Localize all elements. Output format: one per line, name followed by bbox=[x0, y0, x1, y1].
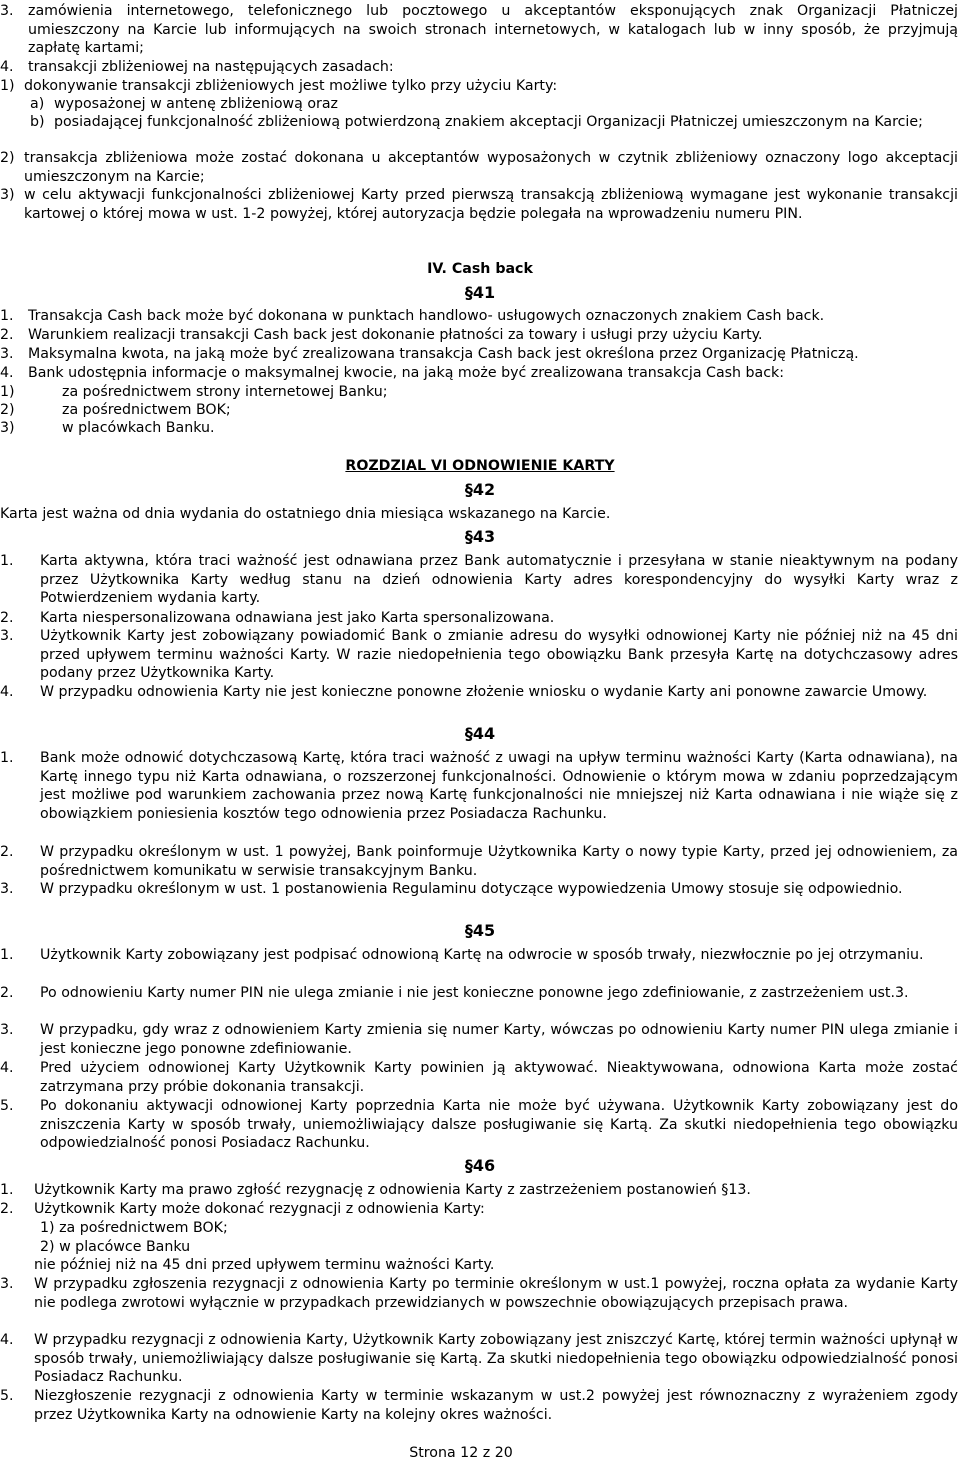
item-number: 3. bbox=[0, 346, 14, 362]
item-number: 3. bbox=[0, 881, 14, 897]
item-number: 3. bbox=[0, 1276, 14, 1292]
list-item bbox=[0, 1059, 958, 1096]
list-item bbox=[0, 1181, 958, 1200]
item-text: W przypadku, gdy wraz z odnowieniem Karty zmienia się numer Karty, wówczas po odnowieniu Karty numer PIN ulega zmianie i jest konieczne jego ponowne zdefiniowanie. bbox=[40, 1022, 958, 1057]
item-number: 1. bbox=[0, 308, 14, 324]
item-text: wyposażonej w antenę zbliżeniową oraz bbox=[54, 96, 338, 112]
list-item bbox=[0, 609, 958, 628]
list-item bbox=[0, 1097, 958, 1153]
item-number: b) bbox=[30, 114, 45, 130]
item-text: za pośrednictwem BOK; bbox=[62, 402, 231, 418]
paragraph-text: Karta jest ważna od dnia wydania do ostatniego dnia miesiąca wskazanego na Karcie. bbox=[0, 506, 611, 522]
item-text: Użytkownik Karty może dokonać rezygnacji z odnowienia Karty: bbox=[34, 1201, 485, 1217]
sub-item bbox=[0, 149, 958, 186]
item-text: Warunkiem realizacji transakcji Cash back jest dokonanie płatności za towary i usługi przy użyciu Karty. bbox=[28, 327, 763, 343]
item-number: 4. bbox=[0, 365, 14, 381]
item-number: 4. bbox=[0, 59, 14, 75]
item-number: 2. bbox=[0, 985, 14, 1001]
item-text: Bank udostępnia informacje o maksymalnej kwocie, na jaką może być zrealizowana transakcja Cash back: bbox=[28, 365, 785, 381]
item-text: transakcja zbliżeniowa może zostać dokonana u akceptantów wyposażonych w czytnik zbliżeniowy oznaczony logo akceptacji umieszczonym na Karcie; bbox=[24, 150, 958, 185]
item-text: w placówkach Banku. bbox=[62, 420, 215, 436]
item-number: 1. bbox=[0, 947, 14, 963]
item-number: 3) bbox=[0, 420, 15, 436]
item-number: 5. bbox=[0, 1098, 14, 1114]
list-item bbox=[0, 345, 958, 364]
list-item bbox=[0, 880, 958, 899]
item-text: Pred użyciem odnowionej Karty Użytkownik Karty powinien ją aktywować. Nieaktywowana, odnowiona Karta może zostać zatrzymana przy próbie dokonania transakcji. bbox=[40, 1060, 958, 1095]
item-number: 1. bbox=[0, 750, 14, 766]
item-text: Karta aktywna, która traci ważność jest odnawiana przez Bank automatycznie i przesyłana w stanie nieaktywnym na podany przez Użytkownika Karty według stanu na dzień odnowienia Karty adres korespondencyjny do wysyłki Karty wraz z Potwierdzeniem wydania karty. bbox=[40, 553, 958, 607]
paragraph-sign: §43 bbox=[464, 527, 496, 546]
item-text: nie później niż na 45 dni przed upływem terminu ważności Karty. bbox=[34, 1257, 495, 1273]
item-text: Niezgłoszenie rezygnacji z odnowienia Karty w terminie wskazanym w ust.2 powyżej jest równoznaczny z wyrażeniem zgody przez Użytkownika Karty na odnowienie Karty na kolejny okres ważności. bbox=[34, 1388, 958, 1423]
page-number: Strona 12 z 20 bbox=[409, 1445, 513, 1461]
item-text: Po odnowieniu Karty numer PIN nie ulega zmianie i nie jest konieczne ponowne jego zdefiniowanie, z zastrzeżeniem ust.3. bbox=[40, 985, 909, 1001]
item-number: 3. bbox=[0, 628, 14, 644]
item-text: Użytkownik Karty jest zobowiązany powiadomić Bank o zmianie adresu do wysyłki odnowionej Karty nie później niż na 45 dni przed upływem terminu ważności Karty. W razie niedopełnienia tego obowiązku Bank przesyła Kartę na dotychczasowy adres podany przez Użytkownika Karty. bbox=[40, 628, 958, 682]
list-item bbox=[0, 1331, 958, 1387]
sub-item bbox=[0, 401, 958, 420]
sub-item bbox=[0, 77, 958, 96]
item-number: 4. bbox=[0, 1060, 14, 1076]
item-text: za pośrednictwem strony internetowej Banku; bbox=[62, 384, 388, 400]
item-number: 1. bbox=[0, 553, 14, 569]
sub-item bbox=[0, 186, 958, 223]
list-item bbox=[0, 1200, 958, 1219]
list-item bbox=[0, 984, 958, 1003]
item-number: a) bbox=[30, 96, 45, 112]
sub-item bbox=[0, 419, 958, 438]
item-number: 1) bbox=[0, 384, 15, 400]
list-item bbox=[0, 683, 958, 702]
sub-item bbox=[30, 113, 958, 132]
list-item bbox=[0, 843, 958, 880]
item-text: W przypadku zgłoszenia rezygnacji z odnowienia Karty po terminie określonym w ust.1 powyżej, roczna opłata za wydanie Karty nie podlega zwrotowi wyłącznie w przypadkach przewidzianych w powszechnie obowiązujących przepisach prawa. bbox=[34, 1276, 958, 1311]
item-number: 3. bbox=[0, 1022, 14, 1038]
paragraph-sign: §41 bbox=[464, 283, 496, 302]
item-text: Transakcja Cash back może być dokonana w punktach handlowo- usługowych oznaczonych znakiem Cash back. bbox=[28, 308, 825, 324]
paragraph-sign: §46 bbox=[464, 1156, 496, 1175]
list-item bbox=[0, 364, 958, 383]
item-number: 2. bbox=[0, 844, 14, 860]
section-title: IV. Cash back bbox=[427, 261, 533, 277]
list-item bbox=[0, 326, 958, 345]
item-number: 2) bbox=[0, 402, 15, 418]
item-text: W przypadku określonym w ust. 1 postanowienia Regulaminu dotyczące wypowiedzenia Umowy stosuje się odpowiednio. bbox=[40, 881, 903, 897]
item-text: Maksymalna kwota, na jaką może być zrealizowana transakcja Cash back jest określona przez Organizację Płatniczą. bbox=[28, 346, 859, 362]
list-item bbox=[0, 1021, 958, 1058]
item-number: 4. bbox=[0, 1332, 14, 1348]
item-text: zamówienia internetowego, telefonicznego lub pocztowego u akceptantów eksponujących znak Organizacji Płatniczej umieszczony na Karcie lub informujących na swoich stronach internetowych, w katalogach lub w inny sposób, że przyjmują zapłatę kartami; bbox=[28, 3, 958, 57]
item-number: 2. bbox=[0, 327, 14, 343]
item-number: 5. bbox=[0, 1388, 14, 1404]
item-number: 4. bbox=[0, 684, 14, 700]
chapter-title: ROZDZIAL VI ODNOWIENIE KARTY bbox=[345, 458, 615, 474]
item-text: W przypadku odnowienia Karty nie jest konieczne ponowne złożenie wniosku o wydanie Karty ani ponowne zawarcie Umowy. bbox=[40, 684, 928, 700]
item-number: 2. bbox=[0, 610, 14, 626]
sub-item bbox=[30, 95, 958, 114]
item-text: Po dokonaniu aktywacji odnowionej Karty poprzednia Karta nie może być używana. Użytkownik Karty zobowiązany jest do zniszczenia Karty w sposób trwały, uniemożliwiający dalsze posługiwanie się Kartą. Za skutki niedopełnienia tego obowiązku odpowiedzialność ponosi Posiadacz Rachunku. bbox=[40, 1098, 958, 1152]
item-number: 3. bbox=[0, 3, 14, 19]
item-number: 1) bbox=[0, 78, 15, 94]
item-text: w celu aktywacji funkcjonalności zbliżeniowej Karty przed pierwszą transakcją zbliżeniową wymagane jest wykonanie transakcji kartowej o której mowa w ust. 1-2 powyżej, której autoryzacja będzie polegała na wprowadzeniu numeru PIN. bbox=[24, 187, 958, 222]
sub-item: 1) za pośrednictwem BOK; bbox=[40, 1220, 228, 1236]
paragraph-sign: §44 bbox=[464, 724, 496, 743]
list-item bbox=[0, 1387, 958, 1424]
item-text: posiadającej funkcjonalność zbliżeniową potwierdzoną znakiem akceptacji Organizacji Płatniczej umieszczonym na Karcie; bbox=[54, 114, 923, 130]
item-text: transakcji zbliżeniowej na następujących zasadach: bbox=[28, 59, 394, 75]
sub-item bbox=[0, 383, 958, 402]
list-item bbox=[0, 749, 958, 823]
item-text: Bank może odnowić dotychczasową Kartę, która traci ważność z uwagi na upływ terminu ważności Karty (Karta odnawiana), na Kartę innego typu niż Karta odnawiana, o rozszerzonej funkcjonalności. Odnowienie o którym mowa w zdaniu poprzedzającym jest możliwe pod warunkiem zachowania przez nową Kartę funkcjonalności nie mniejszej niż Karta odnawiana i nie wiąże się z obowiązkiem poniesienia kosztów tego odnowienia przez Posiadacza Rachunku. bbox=[40, 750, 958, 822]
item-text: dokonywanie transakcji zbliżeniowych jest możliwe tylko przy użyciu Karty: bbox=[24, 78, 558, 94]
paragraph-sign: §45 bbox=[464, 921, 496, 940]
sub-item: 2) w placówce Banku bbox=[40, 1239, 191, 1255]
list-item bbox=[0, 627, 958, 683]
item-text: Karta niespersonalizowana odnawiana jest jako Karta spersonalizowana. bbox=[40, 610, 555, 626]
list-item bbox=[0, 2, 958, 58]
item-number: 2) bbox=[0, 150, 15, 166]
item-text: W przypadku określonym w ust. 1 powyżej, Bank poinformuje Użytkownika Karty o nowy typie Karty, przed jej odnowieniem, za pośrednictwem komunikatu w serwisie transakcyjnym Banku. bbox=[40, 844, 958, 879]
item-number: 2. bbox=[0, 1201, 14, 1217]
list-item bbox=[0, 946, 958, 965]
paragraph-sign: §42 bbox=[464, 480, 496, 499]
list-item bbox=[0, 1275, 958, 1312]
list-item bbox=[0, 307, 958, 326]
item-text: W przypadku rezygnacji z odnowienia Karty, Użytkownik Karty zobowiązany jest zniszczyć Kartę, której termin ważności upłynął w sposób trwały, uniemożliwiający dalsze posługiwanie się Kartą. Za skutki niedopełnienia tego obowiązku odpowiedzialność ponosi Posiadacz Rachunku. bbox=[34, 1332, 958, 1386]
item-text: Użytkownik Karty ma prawo zgłość rezygnację z odnowienia Karty z zastrzeżeniem postanowień §13. bbox=[34, 1182, 751, 1198]
list-item bbox=[0, 58, 958, 77]
item-number: 3) bbox=[0, 187, 15, 203]
item-text: Użytkownik Karty zobowiązany jest podpisać odnowioną Kartę na odwrocie w sposób trwały, niezwłocznie po jej otrzymaniu. bbox=[40, 947, 924, 963]
list-item bbox=[0, 552, 958, 608]
item-number: 1. bbox=[0, 1182, 14, 1198]
